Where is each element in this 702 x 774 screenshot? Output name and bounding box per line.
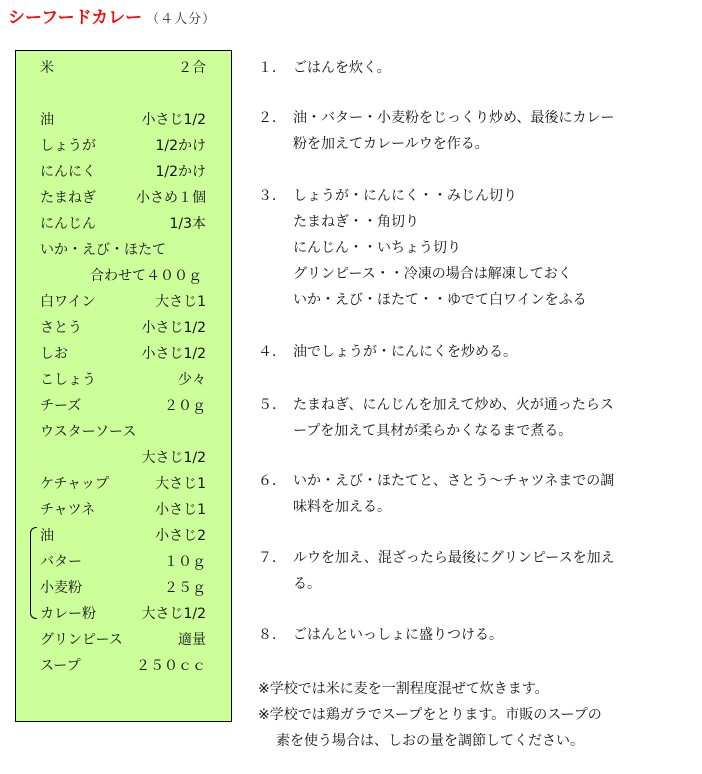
step-text: ごはんといっしょに盛りつける。 [293, 627, 503, 643]
recipe-header [8, 3, 216, 28]
step-number: １． [258, 60, 286, 76]
step-line [258, 339, 688, 365]
ingredient-name: しょうが [40, 138, 96, 154]
step-text: 粉を加えてカレールウを作る。 [293, 136, 489, 152]
step-text: いか・えび・ほたて・・ゆでて白ワインをふる [293, 292, 587, 308]
ingredient-row [40, 603, 206, 625]
ingredient-qty: 小さじ1 [155, 502, 206, 518]
step-line [258, 392, 688, 418]
step-text: ルウを加え、混ざったら最後にグリンピースを加え [293, 550, 615, 566]
ingredient-row [40, 343, 206, 365]
step-line [258, 545, 688, 571]
ingredient-qty: １０ｇ [164, 554, 206, 570]
ingredient-qty: 小さじ1/2 [141, 346, 206, 362]
ingredient-name: グリンピース [40, 632, 123, 648]
ingredients-panel [15, 50, 232, 722]
step-line [258, 468, 688, 494]
ingredient-qty: 小さめ１個 [136, 190, 206, 206]
note-line: 素を使う場合は、しおの量を調節してください。 [276, 733, 584, 749]
step-line [258, 55, 688, 81]
ingredient-row [40, 525, 206, 547]
step-text: る。 [293, 576, 321, 592]
step-line [258, 571, 688, 597]
step-number: ２． [258, 110, 286, 126]
ingredient-row [40, 551, 206, 573]
step-text: 油でしょうが・にんにくを炒める。 [293, 344, 517, 360]
ingredient-qty: 1/2かけ [155, 164, 206, 180]
step-text: いか・えび・ほたてと、さとう～チャツネまでの調 [293, 473, 615, 489]
ingredient-name: ケチャップ [40, 476, 110, 492]
ingredient-qty: 大さじ1 [155, 294, 206, 310]
ingredient-qty: 小さじ1/2 [141, 112, 206, 128]
ingredient-qty: 大さじ1/2 [141, 606, 206, 622]
step-line [258, 209, 688, 235]
note-line: ※学校では鶏ガラでスープをとります。市販のスープの [258, 707, 602, 723]
step-number: ５． [258, 397, 286, 413]
ingredient-name: たまねぎ [40, 190, 96, 206]
ingredient-row [40, 161, 206, 183]
ingredient-name: バター [40, 554, 82, 570]
step-line [258, 622, 688, 648]
ingredient-qty: ２合 [178, 60, 206, 76]
ingredient-name: 油 [40, 528, 54, 544]
ingredient-qty: 1/2かけ [155, 138, 206, 154]
step-line [258, 494, 688, 520]
ingredient-name: にんじん [40, 216, 96, 232]
ingredient-row [40, 291, 206, 313]
ingredient-row [40, 213, 206, 235]
step-number: ８． [258, 627, 286, 643]
step-line [258, 235, 688, 261]
ingredient-row [40, 499, 206, 521]
step-line [258, 105, 688, 131]
ingredient-row [40, 317, 206, 339]
ingredient-name: さとう [40, 320, 82, 336]
recipe-title: シーフードカレー [8, 8, 143, 28]
step-text: グリンピース・・冷凍の場合は解凍しておく [293, 266, 572, 282]
ingredient-qty: 小さじ2 [155, 528, 206, 544]
step-text: 味料を加える。 [293, 499, 391, 515]
step-text: しょうが・にんにく・・みじん切り [293, 188, 517, 204]
ingredient-name: にんにく [40, 164, 96, 180]
step-number: ６． [258, 473, 286, 489]
step-text: にんじん・・いちょう切り [293, 240, 461, 256]
roux-group-bracket [30, 527, 37, 619]
step-line [258, 287, 688, 313]
ingredient-row [40, 395, 206, 417]
step-text: ごはんを炊く。 [293, 60, 391, 76]
serving-size: （４人分） [146, 12, 217, 27]
ingredient-qty: 少々 [178, 372, 206, 388]
note-line: ※学校では米に麦を一割程度混ぜて炊きます。 [258, 681, 549, 697]
step-number: ７． [258, 550, 286, 566]
ingredient-name: 米 [40, 60, 54, 76]
ingredient-qty: 適量 [178, 632, 206, 648]
step-text: ープを加えて具材が柔らかくなるまで煮る。 [293, 423, 573, 439]
ingredient-qty: 1/3本 [169, 216, 206, 232]
step-text: たまねぎ・・角切り [293, 214, 419, 230]
ingredient-qty: ２５ｇ [164, 580, 206, 596]
ingredient-name: 油 [40, 112, 54, 128]
ingredient-row [40, 577, 206, 599]
ingredient-row [40, 109, 206, 131]
ingredient-name: カレー粉 [40, 606, 96, 622]
ingredient-name: スープ [40, 658, 81, 674]
ingredient-row [40, 265, 206, 287]
ingredient-row [40, 655, 206, 677]
ingredient-name: いか・えび・ほたて [40, 242, 166, 258]
ingredient-name: しお [40, 346, 68, 362]
ingredient-qty: 大さじ1 [155, 476, 206, 492]
step-text: 油・バター・小麦粉をじっくり炒め、最後にカレー [293, 110, 615, 126]
ingredient-name: こしょう [40, 372, 96, 388]
ingredient-row [40, 369, 206, 391]
ingredient-qty: ２０ｇ [164, 398, 206, 414]
ingredient-name: 白ワイン [40, 294, 96, 310]
ingredient-row [40, 57, 206, 79]
ingredient-name: チーズ [40, 398, 82, 414]
step-line [258, 261, 688, 287]
ingredient-row [40, 421, 206, 443]
ingredient-name: ウスターソース [40, 424, 137, 440]
ingredient-row [40, 187, 206, 209]
step-text: たまねぎ、にんじんを加えて炒め、火が通ったらス [293, 397, 614, 413]
ingredient-row [40, 239, 206, 261]
ingredient-row [40, 629, 206, 651]
step-number: ４． [258, 344, 286, 360]
ingredient-qty: ２５０ｃｃ [136, 658, 206, 674]
ingredient-row [40, 447, 206, 469]
ingredient-name: 小麦粉 [40, 580, 82, 596]
ingredient-qty: 小さじ1/2 [141, 320, 206, 336]
step-line [258, 418, 688, 444]
step-line [258, 183, 688, 209]
step-number: ３． [258, 188, 286, 204]
ingredient-qty: 大さじ1/2 [141, 450, 206, 466]
ingredient-row [40, 473, 206, 495]
ingredient-qty: 合わせて４００ｇ [90, 268, 202, 284]
ingredient-name: チャツネ [40, 502, 96, 518]
step-line [258, 131, 688, 157]
ingredient-row [40, 135, 206, 157]
